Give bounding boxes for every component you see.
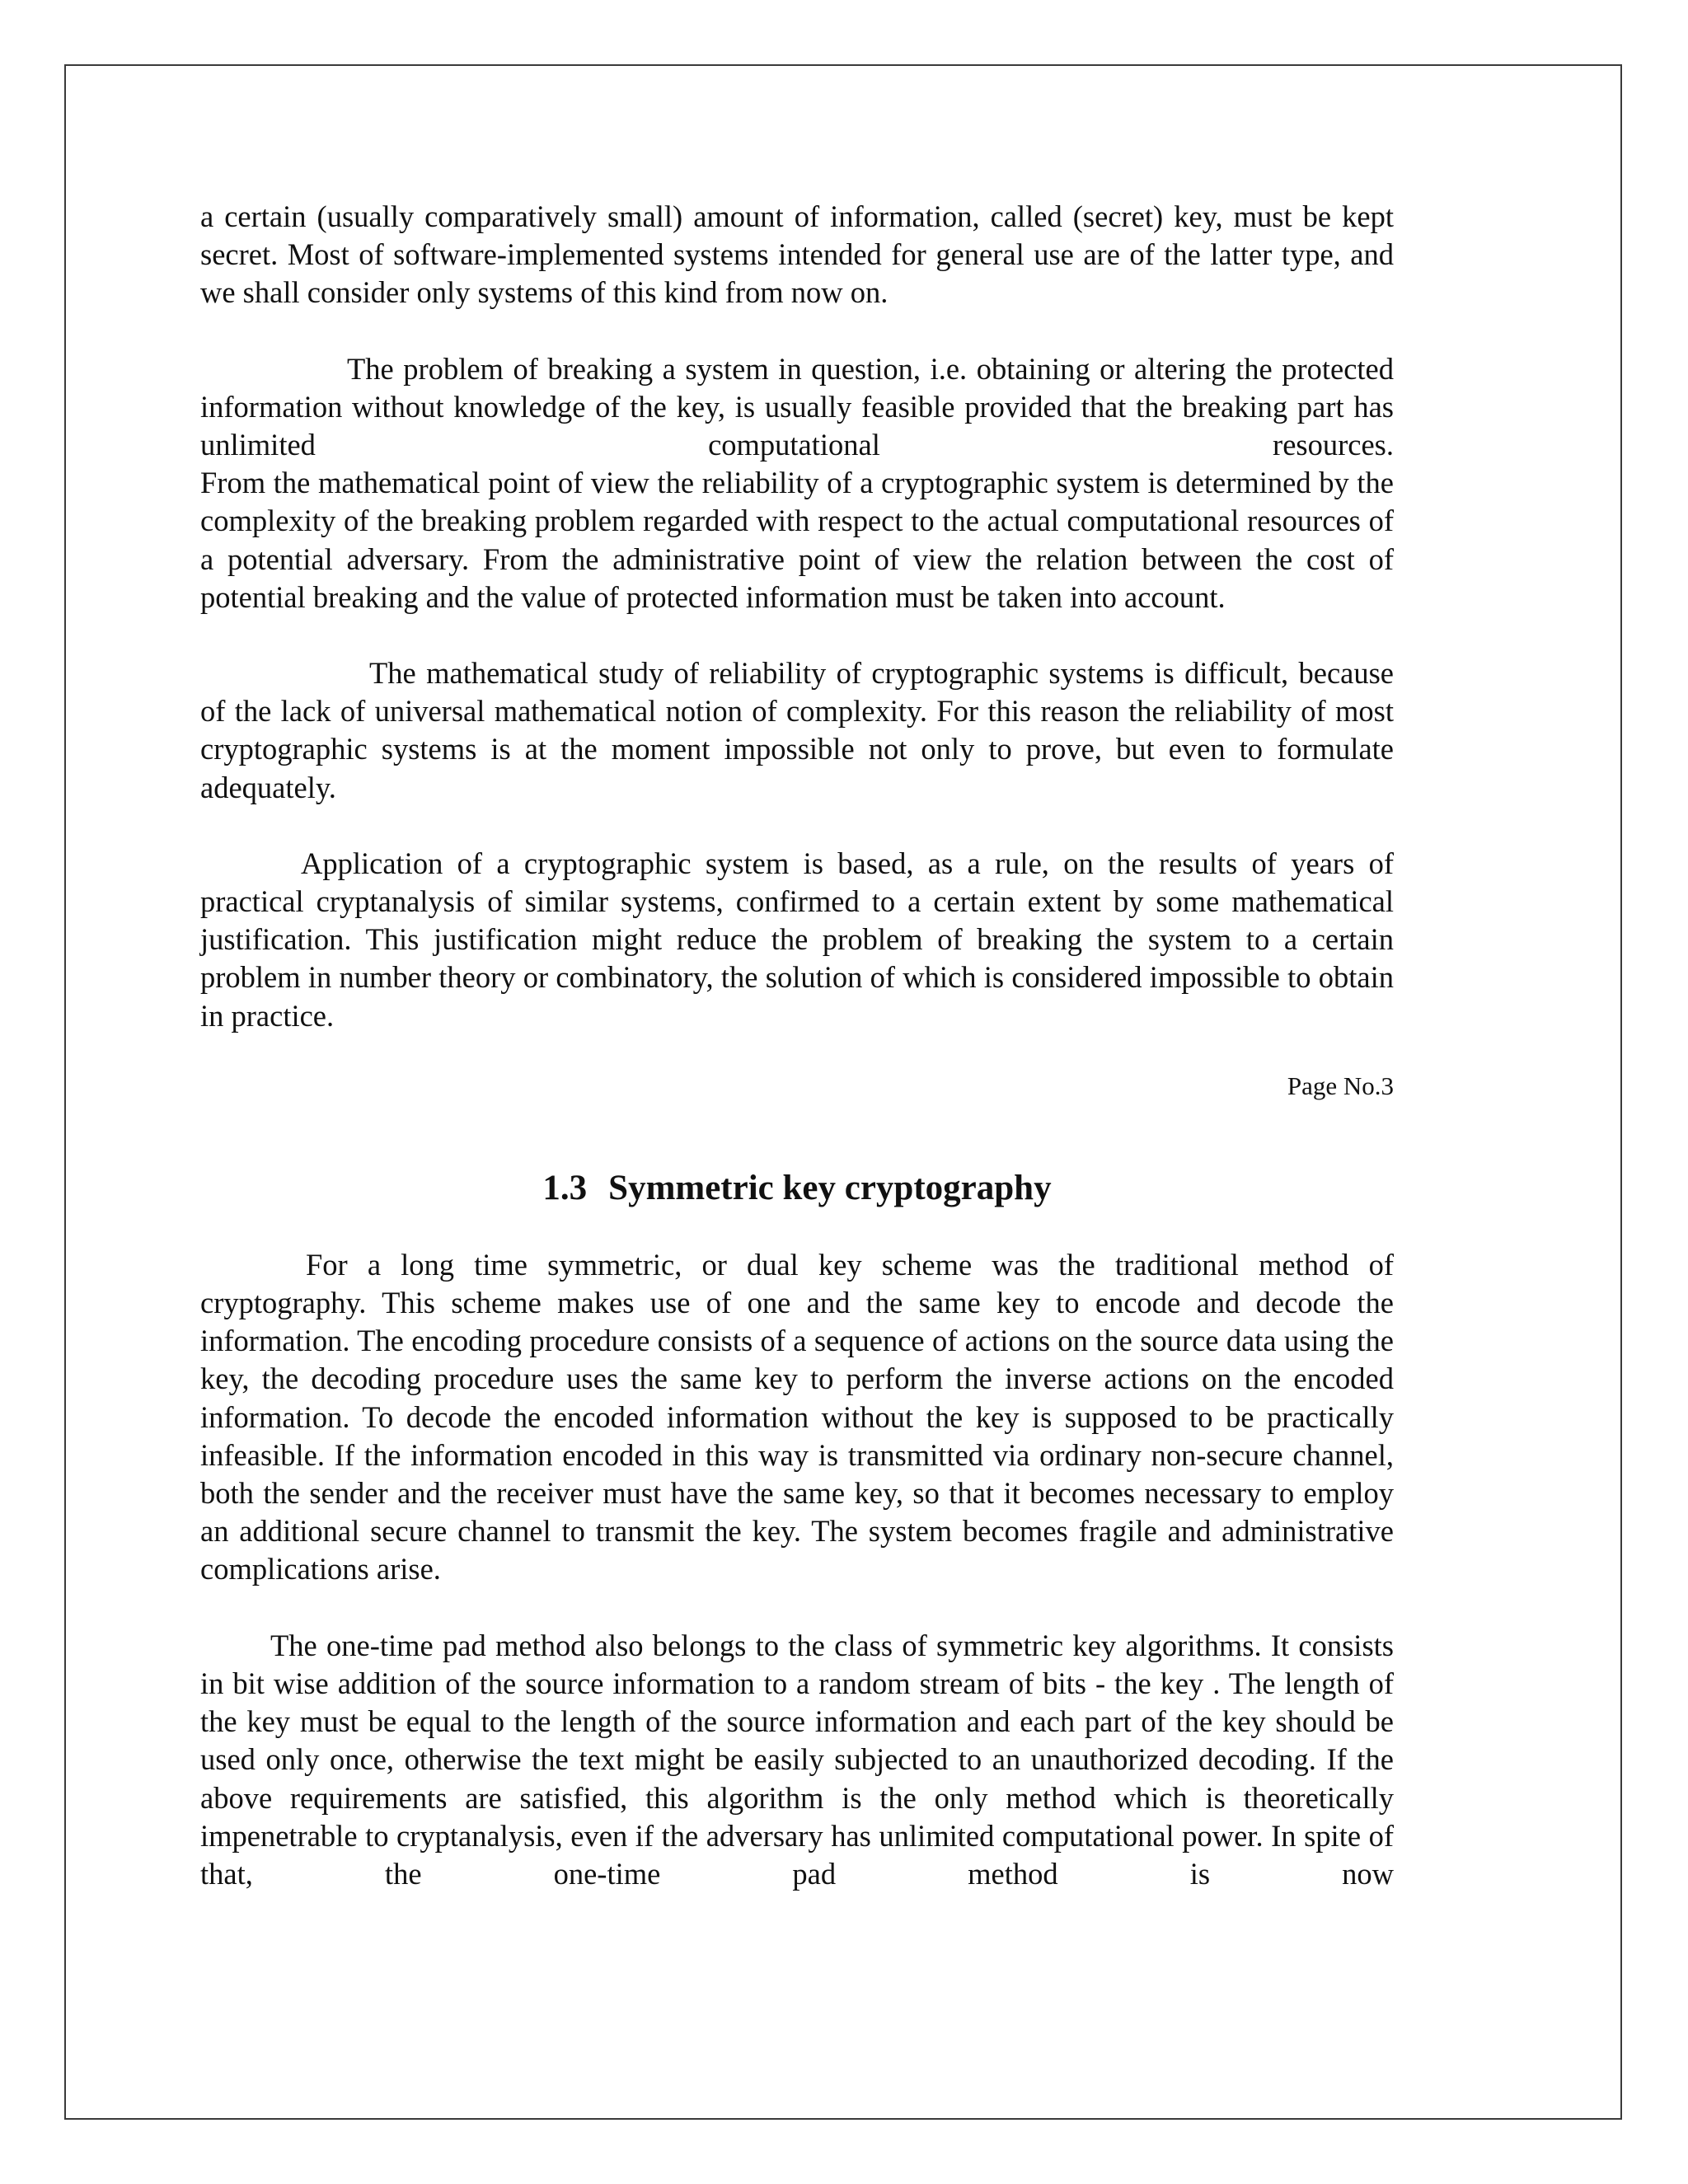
paragraph-reliability-viewpoints: From the mathematical point of view the reliability of a cryptographic system is determined by the complexity of the breaking problem regarded with respect to the actual computational resources of a potential adversary. From the administrative point of view the relation between the cost of potential breaking and the value of protected information must be taken into account.	[200, 466, 1394, 614]
page-number: Page No.3	[1287, 1071, 1394, 1100]
paragraph-symmetric-scheme: For a long time symmetric, or dual key scheme was the traditional method of cryptography. This scheme makes use of one and the same key to encode and decode the information. The encoding procedure consists of a sequence of actions on the source data using the key, the decoding procedure uses the same key to perform the inverse actions on the encoded information. To decode the encoded information without the key is supposed to be practically infeasible. If the information encoded in this way is transmitted via ordinary non-secure channel, both the sender and the receiver must have the same key, so that it becomes necessary to employ an additional secure channel to transmit the key. The system becomes fragile and administrative complications arise.	[200, 1247, 1394, 1586]
paragraph-secret-key: a certain (usually comparatively small) amount of information, called (secret) key, must be kept secret. Most of software-implemented systems intended for general use are of the latter type, and we shall consider only systems of this kind from now on.	[200, 199, 1394, 310]
document-body	[200, 198, 1394, 1893]
paragraph-application: Application of a cryptographic system is based, as a rule, on the results of years of practical cryptanalysis of similar systems, confirmed to a certain extent by some mathematical justification. This justification might reduce the problem of breaking the system to a certain problem in number theory or combinatory, the solution of which is considered impossible to obtain in practice.	[200, 846, 1394, 1033]
section-heading	[200, 1167, 1394, 1210]
section-number: 1.3	[542, 1168, 588, 1207]
paragraph-mathematical-study: The mathematical study of reliability of cryptographic systems is difficult, because of the lack of universal mathematical notion of complexity. For this reason the reliability of most cryptographic systems is at the moment impossible not only to prove, but even to formulate adequately.	[200, 656, 1394, 804]
section-title: Symmetric key cryptography	[608, 1168, 1052, 1207]
paragraph-breaking-problem: The problem of breaking a system in question, i.e. obtaining or altering the protected information without knowledge of the key, is usually feasible provided that the breaking part has unlimited computational resources.	[200, 351, 1394, 462]
paragraph-one-time-pad: The one-time pad method also belongs to the class of symmetric key algorithms. It consists in bit wise addition of the source information to a random stream of bits - the key . The length of the key must be equal to the length of the source information and each part of the key should be used only once, otherwise the text might be easily subjected to an unauthorized decoding. If the above requirements are satisfied, this algorithm is the only method which is theoretically impenetrable to cryptanalysis, even if the adversary has unlimited computational power. In spite of that, the one-time pad method is now	[200, 1628, 1394, 1891]
